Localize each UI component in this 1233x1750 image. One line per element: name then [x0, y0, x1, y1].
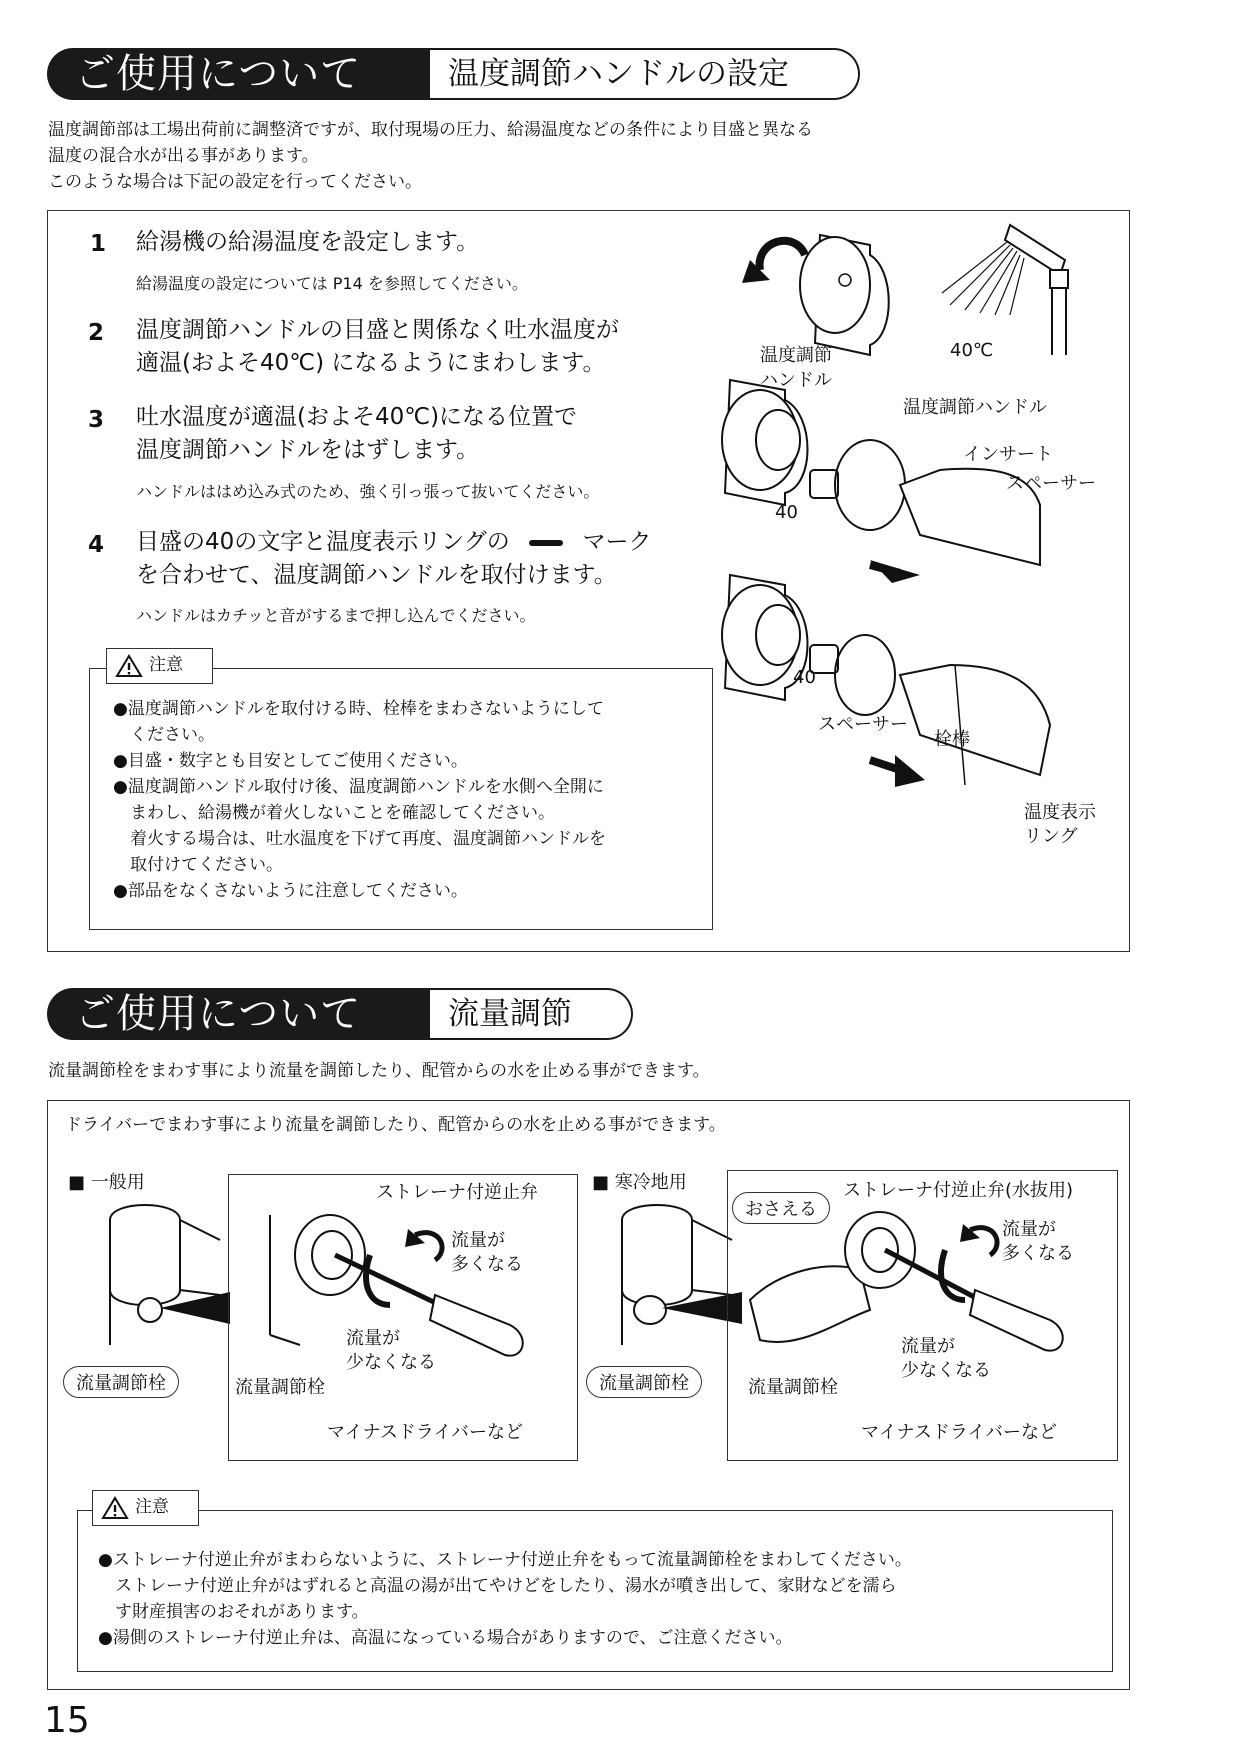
- step-4-number: 4: [88, 532, 105, 558]
- step-3-note: ハンドルははめ込み式のため、強く引っ張って抜いてください。: [136, 482, 600, 501]
- step-2-text-line2: 適温(およそ40℃) になるようにまわします。: [136, 350, 606, 376]
- step-3-text-line2: 温度調節ハンドルをはずします。: [136, 437, 480, 463]
- step-1-text: 給湯機の給湯温度を設定します。: [136, 229, 480, 255]
- label-temp: 40℃: [950, 340, 994, 361]
- list-item: 取付けてください。: [113, 855, 283, 875]
- caution-label: 注意: [135, 1497, 169, 1517]
- label-forty-1: 40: [775, 502, 798, 523]
- caution-tag-2: [92, 1490, 199, 1526]
- list-item: 着火する場合は、吐水温度を下げて再度、温度調節ハンドルを: [113, 829, 606, 849]
- list-item: まわし、給湯機が着火しないことを確認してください。: [113, 803, 555, 823]
- step-1-number: 1: [90, 231, 107, 257]
- list-item: ●目盛・数字とも目安としてご使用ください。: [113, 751, 468, 771]
- intro-line: このような場合は下記の設定を行ってください。: [48, 172, 422, 192]
- cold-heading: ■ 寒冷地用: [592, 1172, 687, 1193]
- cold-strainer-label: ストレーナ付逆止弁(水抜用): [843, 1180, 1074, 1201]
- step-4-text-line2: を合わせて、温度調節ハンドルを取付けます。: [136, 562, 617, 588]
- step-2-number: 2: [88, 320, 105, 346]
- section2-header: [47, 988, 647, 1040]
- step-4-mark-text: マーク: [582, 529, 652, 555]
- caution-1-list: [113, 696, 606, 904]
- general-unit-illustration: [100, 1200, 230, 1360]
- general-valve-label: 流量調節栓: [63, 1366, 179, 1398]
- cold-valve-label-2: 流量調節栓: [748, 1377, 838, 1398]
- handle-illustration: [720, 215, 1120, 855]
- section1-intro: [48, 117, 813, 195]
- mark-dash-icon: [529, 540, 563, 546]
- intro-line: 温度の混合水が出る事があります。: [48, 146, 319, 166]
- label-handle-full: 温度調節ハンドル: [903, 397, 1047, 418]
- step-2-text-line1: 温度調節ハンドルの目盛と関係なく吐水温度が: [136, 317, 619, 343]
- list-item: ●湯側のストレーナ付逆止弁は、高温になっている場合がありますので、ご注意ください。: [98, 1628, 793, 1648]
- step-4-text-a: 目盛の40の文字と温度表示リングの: [136, 529, 510, 555]
- cold-unit-illustration: [612, 1200, 742, 1360]
- label-handle-b: ハンドル: [760, 370, 832, 391]
- cold-more-b: 多くなる: [1002, 1243, 1074, 1264]
- warning-icon: [101, 1496, 129, 1520]
- list-item: ストレーナ付逆止弁がはずれると高温の湯が出てやけどをしたり、湯水が噴き出して、家財などを濡ら: [98, 1576, 897, 1596]
- list-item: ●ストレーナ付逆止弁がまわらないように、ストレーナ付逆止弁をもって流量調節栓をまわしてください。: [98, 1550, 912, 1570]
- label-spacer-2: スペーサー: [818, 714, 908, 735]
- general-less-a: 流量が: [346, 1328, 400, 1349]
- section2-title: 流量調節: [430, 988, 633, 1040]
- step-3-text-line1: 吐水温度が適温(およそ40℃)になる位置で: [136, 404, 578, 430]
- cold-less-a: 流量が: [901, 1336, 955, 1357]
- section1-header: [47, 48, 877, 100]
- cold-more-a: 流量が: [1002, 1219, 1056, 1240]
- general-detail-illustration: [240, 1195, 570, 1435]
- general-driver-label: マイナスドライバーなど: [327, 1422, 524, 1443]
- page-number: 15: [44, 1700, 90, 1741]
- general-heading: ■ 一般用: [68, 1172, 145, 1193]
- caution-tag-1: [106, 648, 213, 684]
- cold-hold-label: おさえる: [732, 1192, 830, 1224]
- label-stem: 栓棒: [934, 729, 970, 750]
- section2-tag: ご使用について: [47, 988, 430, 1040]
- step-1-note: 給湯温度の設定については P14 を参照してください。: [136, 274, 528, 293]
- caution-label: 注意: [149, 655, 183, 675]
- label-handle-a: 温度調節: [760, 345, 832, 366]
- step-4-text-line1: [136, 526, 651, 559]
- cold-driver-label: マイナスドライバーなど: [861, 1422, 1058, 1443]
- label-insert: インサート: [963, 444, 1053, 465]
- general-valve-label-2: 流量調節栓: [235, 1377, 325, 1398]
- general-less-b: 少なくなる: [346, 1352, 436, 1373]
- section2-intro: 流量調節栓をまわす事により流量を調節したり、配管からの水を止める事ができます。: [48, 1061, 710, 1081]
- step-3-number: 3: [88, 407, 105, 433]
- list-item: ●部品をなくさないように注意してください。: [113, 881, 468, 901]
- list-item: ●温度調節ハンドル取付け後、温度調節ハンドルを水側へ全開に: [113, 777, 604, 797]
- cold-less-b: 少なくなる: [901, 1360, 991, 1381]
- label-ring-a: 温度表示: [1024, 802, 1096, 823]
- step-4-note: ハンドルはカチッと音がするまで押し込んでください。: [136, 606, 536, 625]
- section1-title: 温度調節ハンドルの設定: [430, 48, 860, 100]
- general-more-b: 多くなる: [451, 1254, 523, 1275]
- general-strainer-label: ストレーナ付逆止弁: [376, 1182, 538, 1203]
- section2-box-text: ドライバーでまわす事により流量を調節したり、配管からの水を止める事ができます。: [65, 1115, 726, 1135]
- general-more-a: 流量が: [451, 1230, 505, 1251]
- label-ring-b: リング: [1024, 826, 1078, 847]
- label-spacer: スペーサー: [1006, 473, 1096, 494]
- list-item: す財産損害のおそれがあります。: [98, 1602, 369, 1622]
- label-forty-2: 40: [793, 667, 816, 688]
- list-item: ください。: [113, 725, 215, 745]
- list-item: ●温度調節ハンドルを取付ける時、栓棒をまわさないようにして: [113, 699, 604, 719]
- cold-valve-label: 流量調節栓: [586, 1366, 702, 1398]
- warning-icon: [115, 654, 143, 678]
- caution-2-list: [98, 1547, 912, 1651]
- intro-line: 温度調節部は工場出荷前に調整済ですが、取付現場の圧力、給湯温度などの条件により目盛と異なる: [48, 120, 813, 140]
- section1-tag: ご使用について: [47, 48, 430, 100]
